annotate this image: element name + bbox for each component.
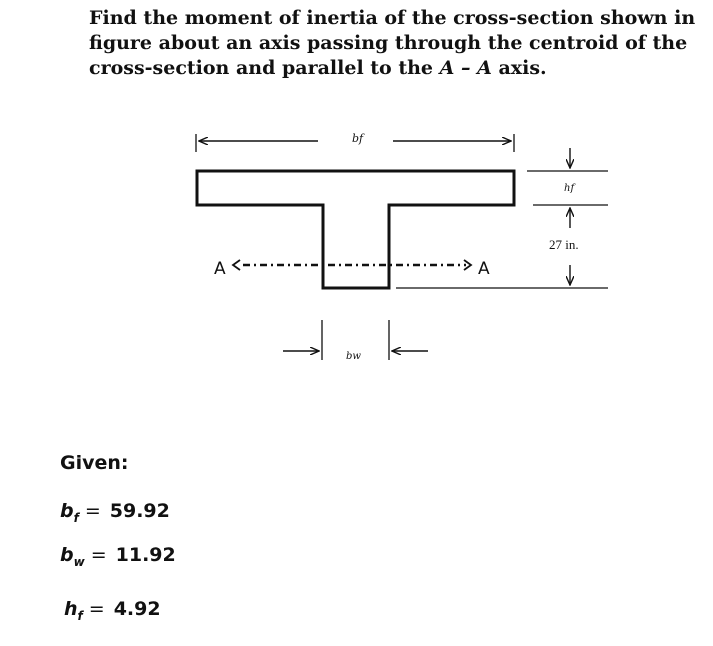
- given-bf-row: $b_f = 59.92$: [60, 500, 170, 525]
- axis-left-label: A: [214, 259, 226, 279]
- axis-right-label: A: [478, 259, 490, 279]
- given-hf-symbol: h: [64, 598, 78, 620]
- question-text-start: Find the moment of inertia of the cross-section shown in figure about an axis passing through the centroid of the cross-section and parallel to the: [89, 7, 696, 79]
- given-hf-value: 4.92: [113, 598, 161, 620]
- given-bw-sub: w: [73, 554, 85, 569]
- bw-dimension: [283, 320, 428, 362]
- t-section-outline: [197, 171, 514, 288]
- given-bf-sub: f: [73, 510, 79, 525]
- hf-label: hf: [564, 183, 575, 194]
- axis-a-a: [214, 259, 490, 279]
- total-depth-label: 27 in.: [549, 237, 579, 252]
- given-bw-value: 11.92: [115, 544, 176, 566]
- bf-dimension: [196, 132, 514, 152]
- given-bw-symbol: b: [60, 544, 74, 566]
- given-hf-sub: f: [77, 608, 83, 623]
- axis-name: A – A: [439, 57, 492, 79]
- bf-label: bf: [352, 132, 364, 145]
- depth-dimensions: [396, 148, 608, 288]
- given-heading: Given:: [60, 452, 129, 474]
- given-bf-symbol: b: [60, 500, 74, 522]
- question-text-end: axis.: [491, 57, 547, 79]
- given-hf-row: $h_f = 4.92$: [64, 598, 161, 623]
- given-bw-row: $b_w = 11.92$: [60, 544, 176, 569]
- given-bf-value: 59.92: [109, 500, 170, 522]
- bw-label: bw: [346, 351, 361, 362]
